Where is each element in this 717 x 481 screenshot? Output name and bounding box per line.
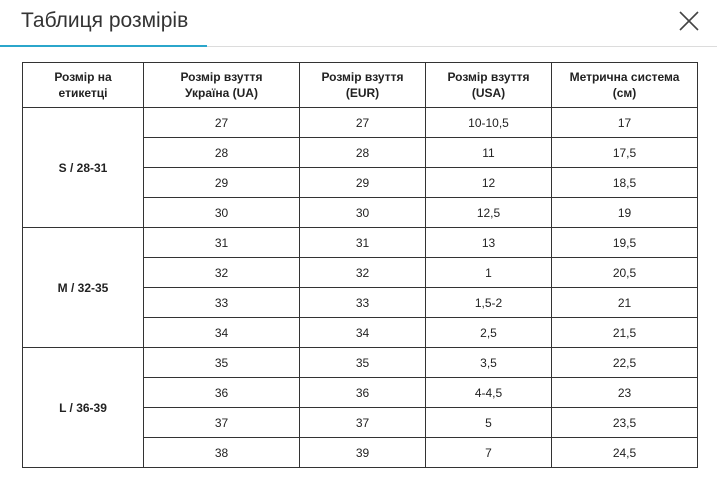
metric-cell: 20,5 (552, 258, 698, 288)
header-accent-underline (0, 45, 207, 47)
metric-cell: 21,5 (552, 318, 698, 348)
ua-cell: 28 (144, 138, 300, 168)
header-usa-size: Розмір взуття (USA) (426, 63, 552, 108)
usa-cell: 5 (426, 408, 552, 438)
usa-cell: 7 (426, 438, 552, 468)
eur-cell: 30 (300, 198, 426, 228)
ua-cell: 27 (144, 108, 300, 138)
group-label-cell: L / 36-39 (23, 348, 144, 468)
eur-cell: 32 (300, 258, 426, 288)
ua-cell: 36 (144, 378, 300, 408)
eur-cell: 34 (300, 318, 426, 348)
table-row (23, 108, 698, 138)
metric-cell: 19,5 (552, 228, 698, 258)
metric-cell: 23 (552, 378, 698, 408)
close-button[interactable] (677, 9, 701, 33)
header-ua-size: Розмір взуття Україна (UA) (144, 63, 300, 108)
eur-cell: 31 (300, 228, 426, 258)
ua-cell: 30 (144, 198, 300, 228)
dialog-header (0, 0, 717, 48)
metric-cell: 17 (552, 108, 698, 138)
metric-cell: 21 (552, 288, 698, 318)
group-label-cell: M / 32-35 (23, 228, 144, 348)
usa-cell: 4-4,5 (426, 378, 552, 408)
metric-cell: 23,5 (552, 408, 698, 438)
eur-cell: 39 (300, 438, 426, 468)
ua-cell: 29 (144, 168, 300, 198)
usa-cell: 3,5 (426, 348, 552, 378)
eur-cell: 35 (300, 348, 426, 378)
usa-cell: 1 (426, 258, 552, 288)
ua-cell: 33 (144, 288, 300, 318)
eur-cell: 28 (300, 138, 426, 168)
usa-cell: 2,5 (426, 318, 552, 348)
metric-cell: 22,5 (552, 348, 698, 378)
usa-cell: 13 (426, 228, 552, 258)
eur-cell: 37 (300, 408, 426, 438)
table-header-row (23, 63, 698, 108)
eur-cell: 36 (300, 378, 426, 408)
eur-cell: 33 (300, 288, 426, 318)
table-row (23, 348, 698, 378)
header-label-size: Розмір на етикетці (23, 63, 144, 108)
ua-cell: 31 (144, 228, 300, 258)
eur-cell: 29 (300, 168, 426, 198)
usa-cell: 1,5-2 (426, 288, 552, 318)
ua-cell: 37 (144, 408, 300, 438)
metric-cell: 18,5 (552, 168, 698, 198)
usa-cell: 12 (426, 168, 552, 198)
table-row (23, 228, 698, 258)
usa-cell: 10-10,5 (426, 108, 552, 138)
usa-cell: 11 (426, 138, 552, 168)
close-icon[interactable] (677, 9, 701, 33)
metric-cell: 17,5 (552, 138, 698, 168)
dialog-title: Таблиця розмірів (21, 9, 189, 32)
usa-cell: 12,5 (426, 198, 552, 228)
size-table (22, 62, 698, 468)
header-eur-size: Розмір взуття (EUR) (300, 63, 426, 108)
ua-cell: 32 (144, 258, 300, 288)
metric-cell: 24,5 (552, 438, 698, 468)
group-label-cell: S / 28-31 (23, 108, 144, 228)
ua-cell: 34 (144, 318, 300, 348)
eur-cell: 27 (300, 108, 426, 138)
metric-cell: 19 (552, 198, 698, 228)
header-metric-size: Метрична система (см) (552, 63, 698, 108)
ua-cell: 38 (144, 438, 300, 468)
ua-cell: 35 (144, 348, 300, 378)
